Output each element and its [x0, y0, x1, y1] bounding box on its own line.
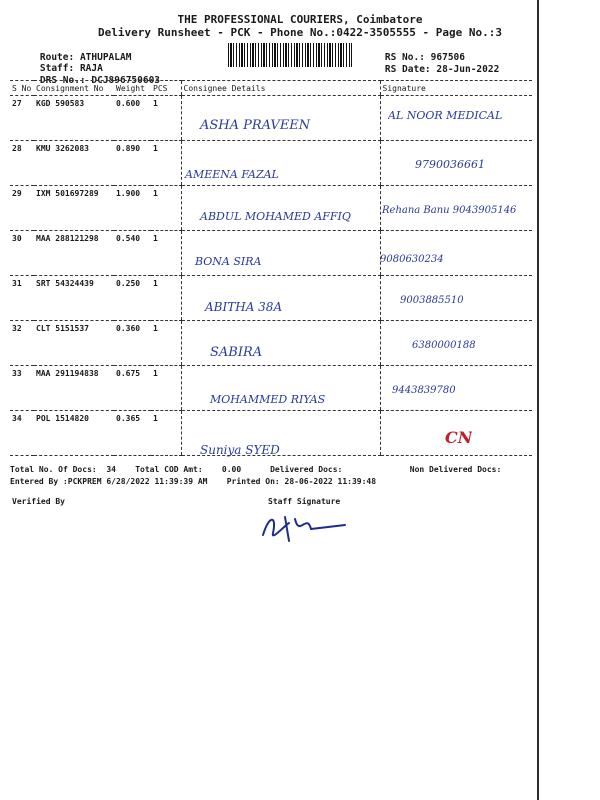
- staff-label: Staff:: [39, 63, 75, 74]
- company-title: THE PROFESSIONAL COURIERS, Coimbatore: [177, 13, 423, 26]
- staff-signature-mark: [255, 507, 355, 547]
- drs-value: DCJ896750603: [91, 75, 161, 86]
- row-pcs: 1: [151, 231, 181, 276]
- row-sno: 27: [10, 96, 34, 141]
- row-sno: 31: [10, 276, 34, 321]
- row-pcs: 1: [151, 366, 181, 411]
- handwritten-signature: 6380000188: [412, 340, 476, 351]
- row-consignee-cell: [181, 231, 380, 276]
- handwritten-signature: 9003885510: [400, 295, 464, 306]
- row-weight: 0.360: [114, 321, 151, 366]
- row-consignment-no: MAA 291194838: [34, 366, 114, 411]
- handwritten-consignee: MOHAMMED RIYAS: [210, 393, 326, 406]
- col-header-consignee: Consignee Details: [181, 81, 380, 96]
- row-pcs: 1: [151, 141, 181, 186]
- rs-no-value: 967506: [430, 52, 465, 63]
- staff-signature-label: Staff Signature: [268, 497, 341, 506]
- drs-label: DRS No.:: [39, 75, 86, 86]
- staff-value: RAJA: [79, 63, 103, 74]
- row-pcs: 1: [151, 96, 181, 141]
- row-sno: 34: [10, 411, 34, 456]
- row-weight: 0.600: [114, 96, 151, 141]
- row-weight: 0.250: [114, 276, 151, 321]
- handwritten-signature: 9080630234: [380, 254, 444, 265]
- row-pcs: 1: [151, 411, 181, 456]
- row-consignment-no: KMU 3262083: [34, 141, 114, 186]
- handwritten-consignee: BONA SIRA: [195, 255, 262, 268]
- row-consignment-no: IXM 501697289: [34, 186, 114, 231]
- col-header-signature: Signature: [380, 81, 532, 96]
- col-header-weight: Weight: [114, 81, 151, 96]
- row-weight: 0.890: [114, 141, 151, 186]
- rs-no-label: RS No.:: [384, 52, 425, 63]
- route-label: Route:: [39, 52, 75, 63]
- page-edge-divider: [537, 0, 539, 800]
- row-weight: 0.540: [114, 231, 151, 276]
- row-consignment-no: SRT 54324439: [34, 276, 114, 321]
- rs-date-value: 28-Jun-2022: [436, 64, 500, 75]
- row-sno: 32: [10, 321, 34, 366]
- row-signature-cell: [380, 231, 532, 276]
- barcode-image: [228, 43, 352, 67]
- rs-date-label: RS Date:: [384, 64, 431, 75]
- verified-by-label: Verified By: [12, 497, 65, 506]
- row-weight: 0.365: [114, 411, 151, 456]
- row-weight: 0.675: [114, 366, 151, 411]
- summary-entered-printed: Entered By :PCKPREM 6/28/2022 11:39:39 AM Printed On: 28-06-2022 11:39:48: [10, 477, 377, 486]
- row-consignment-no: CLT 5151537: [34, 321, 114, 366]
- col-header-sno: S No: [10, 81, 34, 96]
- col-header-consignment: Consignment No: [34, 81, 114, 96]
- row-consignment-no: KGD 590583: [34, 96, 114, 141]
- handwritten-signature: Rehana Banu 9043905146: [382, 205, 517, 216]
- row-sno: 30: [10, 231, 34, 276]
- handwritten-consignee: SABIRA: [210, 345, 263, 360]
- row-sno: 29: [10, 186, 34, 231]
- col-header-pcs: PCS: [151, 81, 181, 96]
- row-weight: 1.900: [114, 186, 151, 231]
- row-consignee-cell: [181, 186, 380, 231]
- row-sno: 28: [10, 141, 34, 186]
- handwritten-signature: 9790036661: [415, 158, 485, 171]
- handwritten-signature: CN: [445, 428, 473, 447]
- summary-totals: Total No. Of Docs: 34 Total COD Amt: 0.00 Delivered Docs: Non Delivered Docs:: [10, 465, 502, 474]
- handwritten-consignee: Suniya SYED: [200, 443, 280, 457]
- handwritten-signature: AL NOOR MEDICAL: [388, 109, 503, 122]
- row-consignment-no: POL 1514820: [34, 411, 114, 456]
- handwritten-consignee: AMEENA FAZAL: [185, 168, 279, 181]
- row-pcs: 1: [151, 321, 181, 366]
- table-row: [10, 231, 532, 276]
- handwritten-consignee: ASHA PRAVEEN: [200, 118, 311, 133]
- handwritten-consignee: ABITHA 38A: [205, 300, 283, 314]
- route-value: ATHUPALAM: [79, 52, 132, 63]
- row-consignment-no: MAA 288121298: [34, 231, 114, 276]
- row-pcs: 1: [151, 186, 181, 231]
- runsheet-title: Delivery Runsheet - PCK - Phone No.:0422-3505555 - Page No.:3: [98, 26, 502, 39]
- row-pcs: 1: [151, 276, 181, 321]
- row-sno: 33: [10, 366, 34, 411]
- table-header-row: [10, 81, 532, 96]
- handwritten-consignee: ABDUL MOHAMED AFFIQ: [200, 210, 351, 223]
- handwritten-signature: 9443839780: [392, 385, 456, 396]
